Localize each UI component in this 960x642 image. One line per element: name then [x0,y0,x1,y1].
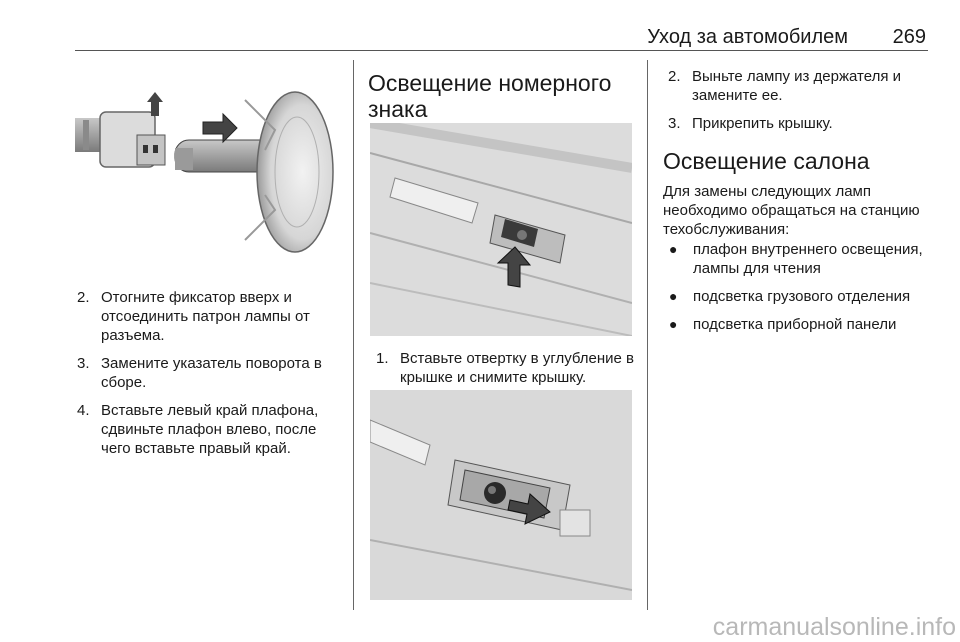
step-text: Замените указатель поворота в сборе. [101,355,322,391]
watermark: carmanualsonline.info [712,613,956,641]
step-number: 3. [77,355,90,372]
section-title: Уход за автомобилем [647,26,848,48]
turn-signal-illustration [75,90,340,265]
step-number: 1. [376,350,389,367]
bullet-list [663,240,933,343]
bullet-text: подсветка приборной панели [693,316,897,333]
right-steps [668,67,930,142]
step-number: 3. [668,115,681,132]
section-heading: Освещение номерного знака [368,70,612,122]
list-item [668,67,930,105]
list-item [77,354,345,392]
step-number: 4. [77,402,90,419]
step-text: Выньте лампу из держателя и замените ее. [692,68,901,104]
bullet-text: подсветка грузового отделения [693,288,911,305]
step-text: Отогните фиксатор вверх и отсоединить патрон лампы от разъема. [101,289,310,344]
page-number: 269 [892,26,926,48]
list-item [663,315,933,334]
list-item [77,288,345,345]
step-number: 2. [668,68,681,85]
lamp-removal-illustration [370,390,632,600]
step-text: Вставьте отвертку в углубление в крышке и снимите крышку. [400,350,635,386]
list-item [668,114,930,133]
page-header [75,20,928,51]
step-text: Прикрепить крышку. [692,115,833,132]
list-item [663,240,933,278]
license-plate-light-illustration [370,123,632,336]
step-text: Вставьте левый край плафона, сдвиньте плафон влево, после чего вставьте правый край. [101,402,319,457]
bullet-text: плафон внутреннего освещения, лампы для чтения [693,241,923,277]
intro-paragraph: Для замены следующих ламп необходимо обращаться на станцию техобслуживания: [663,183,920,238]
bullet-icon: ● [669,316,678,332]
bullet-icon: ● [669,241,678,257]
column-divider-1 [353,60,354,610]
bullet-icon: ● [669,288,678,304]
list-item [77,401,345,458]
left-steps [77,288,345,467]
column-divider-2 [647,60,648,610]
list-item [376,349,638,387]
list-item [663,287,933,306]
section-heading-interior: Освещение салона [663,148,870,174]
step-number: 2. [77,289,90,306]
middle-steps [376,349,638,396]
